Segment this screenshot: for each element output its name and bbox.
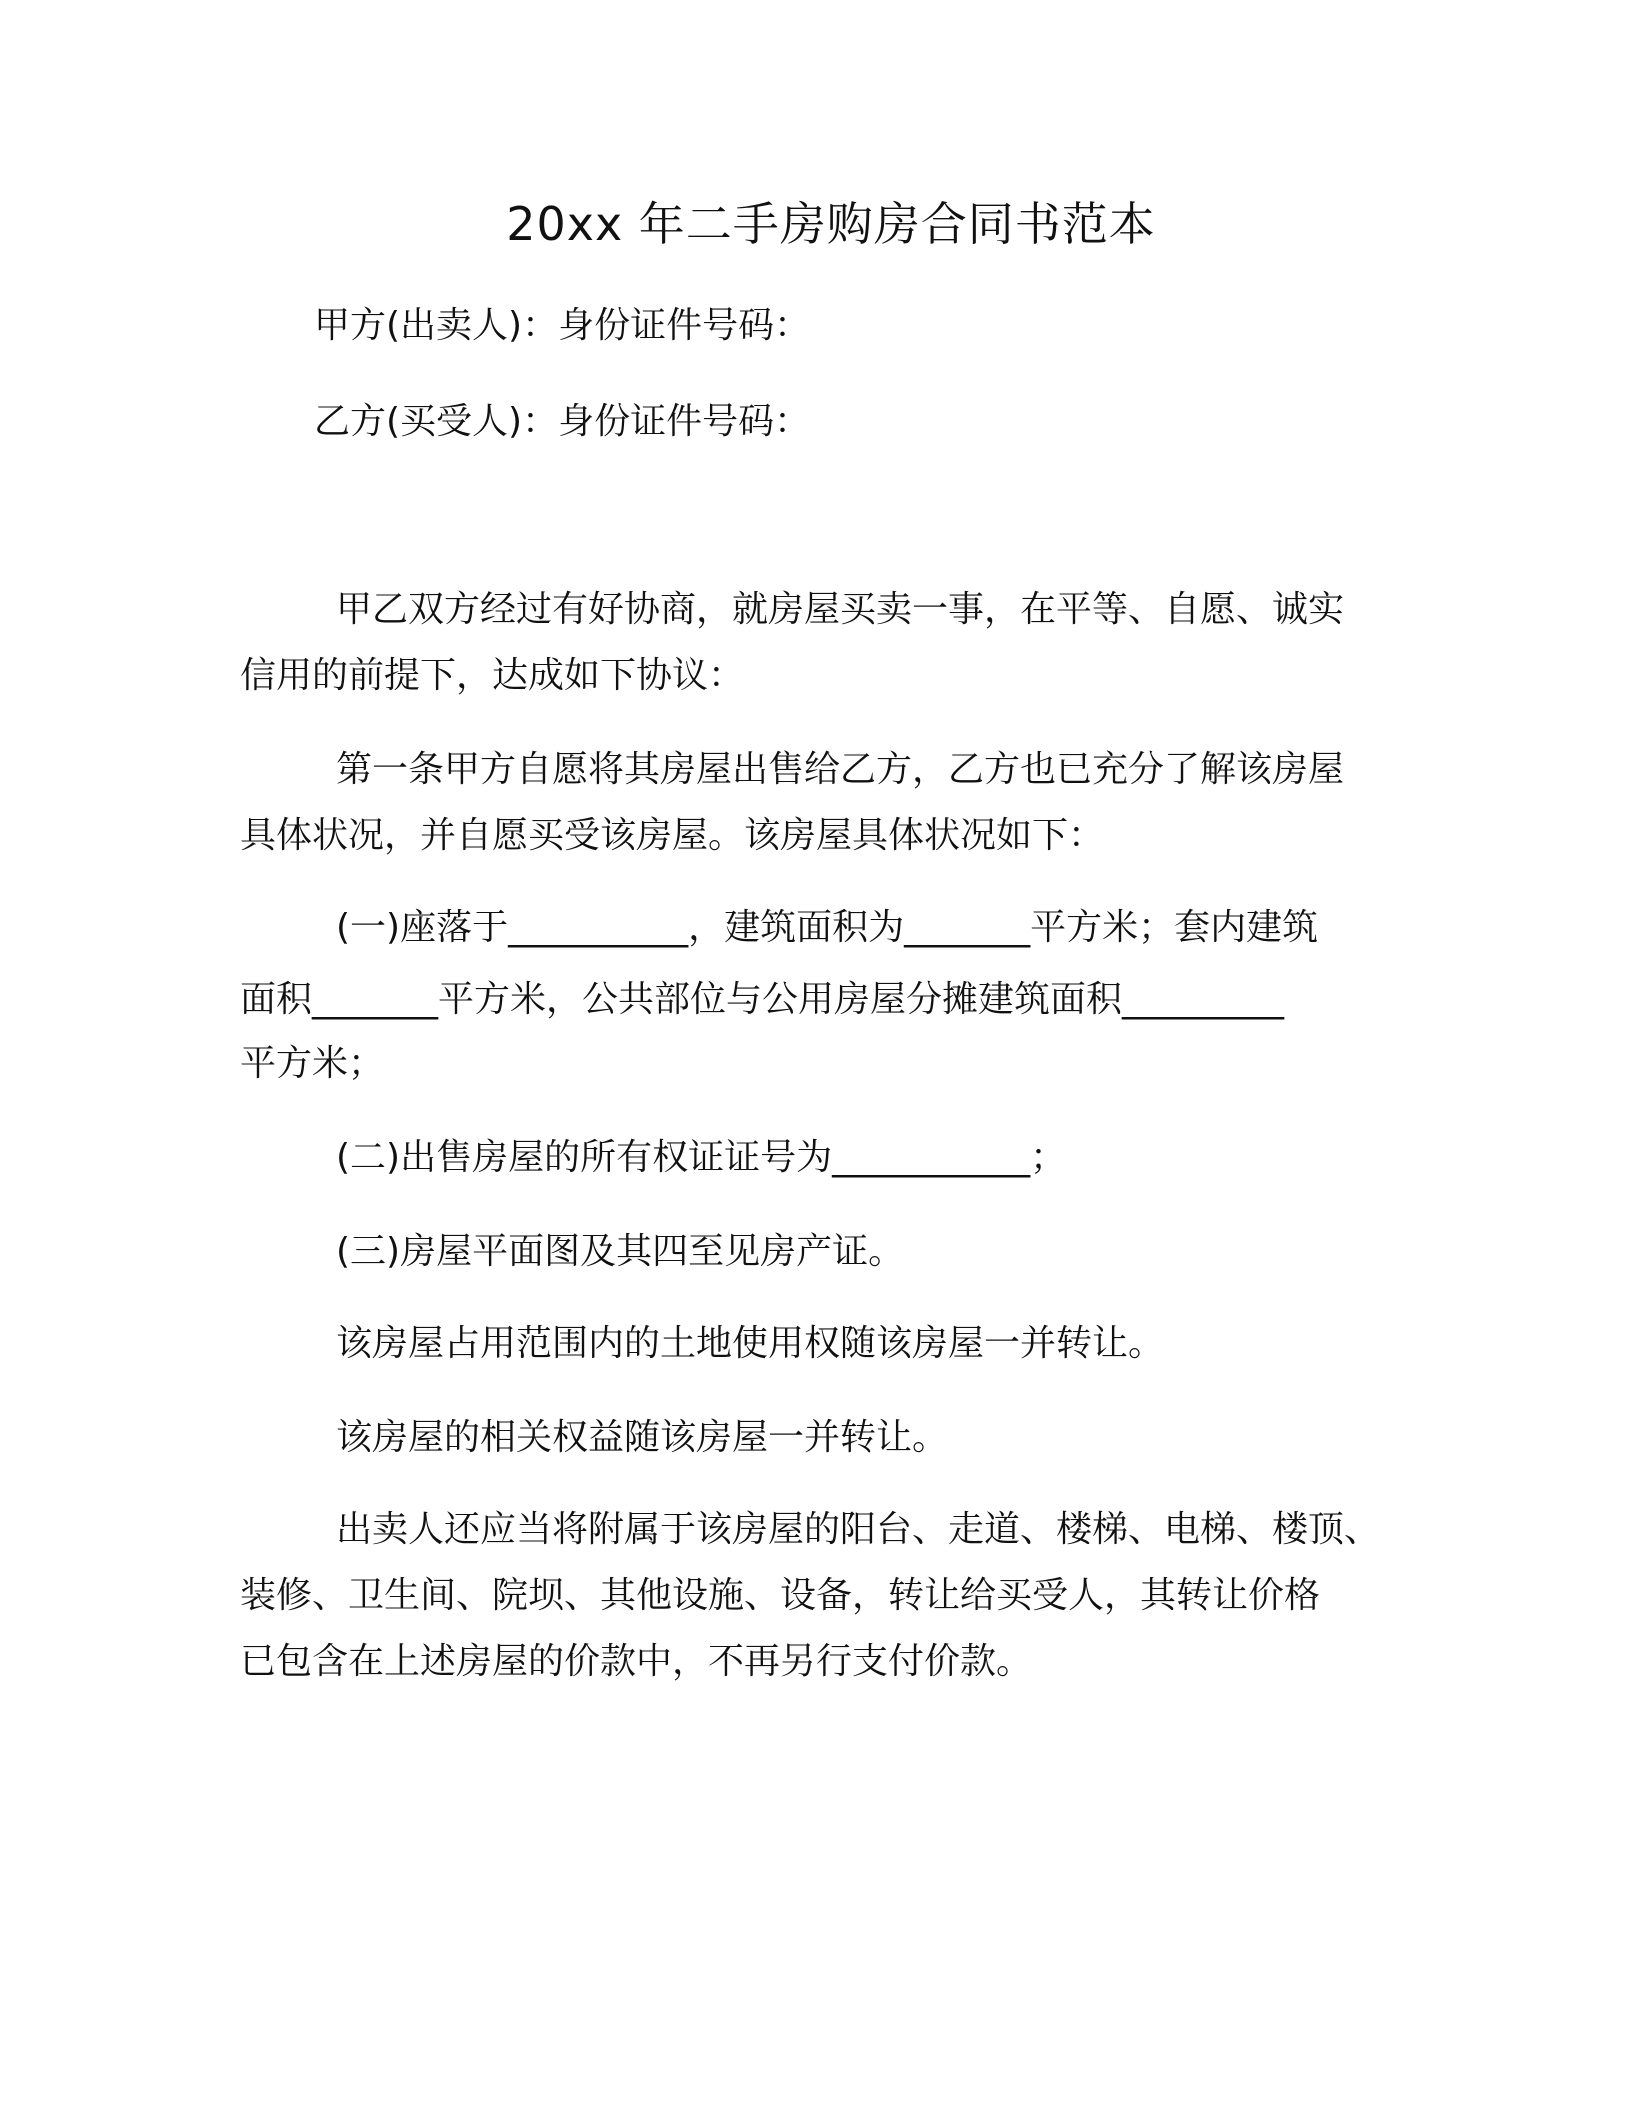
document-title-text: 20xx 年二手房购房合同书范本: [506, 197, 1156, 251]
paragraph-1-line-2: 信用的前提下，达成如下协议：: [240, 655, 745, 696]
party-a-line: 甲方(出卖人)：身份证件号码：: [314, 305, 811, 346]
paragraph-3-line-2: 面积_______平方米，公共部位与公用房屋分摊建筑面积_________: [240, 979, 1285, 1020]
paragraph-3-line-1: (一)座落于__________，建筑面积为_______平方米；套内建筑: [336, 907, 1319, 948]
paragraph-4-line-1: (二)出售房屋的所有权证证号为___________；: [336, 1137, 1067, 1178]
paragraph-6-line-1: 该房屋占用范围内的土地使用权随该房屋一并转让。: [336, 1323, 1165, 1364]
paragraph-5-line-1: (三)房屋平面图及其四至见房产证。: [336, 1231, 905, 1272]
paragraph-3-line-3: 平方米；: [240, 1043, 385, 1084]
document-title: [0, 194, 1632, 254]
paragraph-2-line-2: 具体状况，并自愿买受该房屋。该房屋具体状况如下：: [240, 815, 1105, 856]
paragraph-8-line-3: 已包含在上述房屋的价款中，不再另行支付价款。: [240, 1641, 1033, 1682]
party-b-line: 乙方(买受人)：身份证件号码：: [314, 401, 811, 442]
paragraph-1-line-1: 甲乙双方经过有好协商，就房屋买卖一事，在平等、自愿、诚实: [336, 589, 1345, 630]
paragraph-8-line-2: 装修、卫生间、院坝、其他设施、设备，转让给买受人，其转让价格: [240, 1575, 1321, 1616]
paragraph-8-line-1: 出卖人还应当将附属于该房屋的阳台、走道、楼梯、电梯、楼顶、: [336, 1509, 1381, 1550]
paragraph-7-line-1: 该房屋的相关权益随该房屋一并转让。: [336, 1417, 949, 1458]
paragraph-2-line-1: 第一条甲方自愿将其房屋出售给乙方，乙方也已充分了解该房屋: [336, 749, 1345, 790]
